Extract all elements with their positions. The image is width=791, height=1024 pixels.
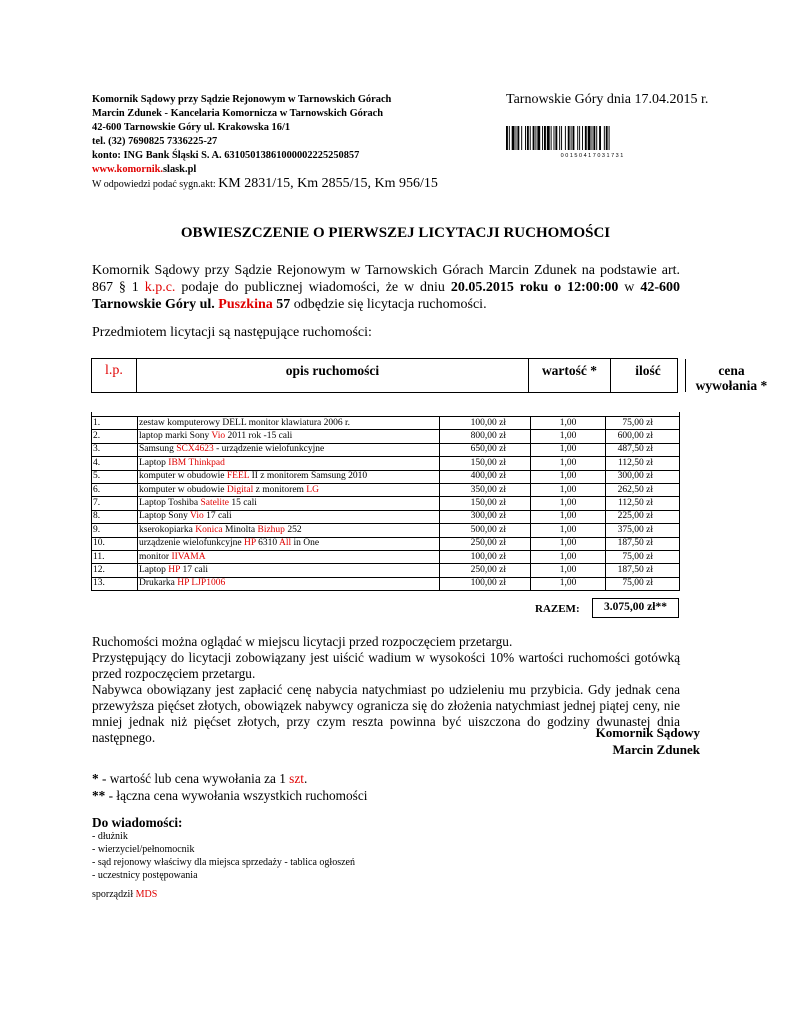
table-row	[92, 483, 680, 496]
table-row	[92, 524, 680, 537]
header-website-link[interactable]: www.komornik.slask.pl	[92, 164, 197, 175]
row-value: 150,00 zł	[440, 457, 531, 470]
row-quantity: 1,00	[531, 443, 606, 456]
barcode-bar	[542, 126, 543, 150]
terms-paragraph: Przystępujący do licytacji zobowiązany jest uiścić wadium w wysokości 10% wartości ruchomości gotówką przed rozpoczęciem przetargu.	[92, 650, 680, 681]
barcode-bar	[588, 126, 591, 150]
row-description: Laptop IBM Thinkpad	[138, 457, 440, 470]
barcode-bar	[535, 126, 536, 150]
total-label: RAZEM:	[535, 603, 580, 615]
barcode-bar	[544, 126, 546, 150]
row-quantity: 1,00	[531, 537, 606, 550]
row-value: 100,00 zł	[440, 577, 531, 590]
row-lp: 7.	[92, 497, 138, 510]
row-lp: 13.	[92, 577, 138, 590]
barcode-bar	[537, 126, 540, 150]
table-row	[92, 417, 680, 430]
col-description: opis ruchomości	[137, 359, 529, 392]
table-header	[91, 358, 768, 393]
table-row	[92, 470, 680, 483]
col-lp: l.p.	[92, 359, 137, 392]
row-quantity: 1,00	[531, 510, 606, 523]
terms-paragraph: Ruchomości można oglądać w miejscu licytacji przed rozpoczęciem przetargu.	[92, 634, 513, 649]
announcement-intro: Komornik Sądowy przy Sądzie Rejonowym w Tarnowskich Górach Marcin Zdunek na podstawie art. 867 § 1 k.p.c. podaje do publicznej wiadomości, że w dniu 20.05.2015 roku o 12:00:00 w 42-600 Tarnowskie Góry ul. Puszkina 57 odbędzie się licytacja ruchomości.	[92, 263, 680, 312]
row-description: komputer w obudowie FEEL II z monitorem Samsung 2010	[138, 470, 440, 483]
list-item: - sąd rejonowy właściwy dla miejsca sprzedaży - tablica ogłoszeń	[92, 857, 355, 868]
barcode-bar	[530, 126, 531, 150]
barcode-bar	[533, 126, 535, 150]
barcode-bar	[509, 126, 510, 150]
footnotes	[92, 770, 367, 804]
row-price: 225,00 zł	[606, 510, 680, 523]
list-item: - dłużnik	[92, 831, 128, 842]
header-office-line: Komornik Sądowy przy Sądzie Rejonowym w Tarnowskich Górach	[92, 94, 392, 105]
row-value: 250,00 zł	[440, 537, 531, 550]
recipients-list	[92, 830, 355, 882]
table-row	[92, 443, 680, 456]
barcode-bar	[555, 126, 557, 150]
barcode-bar	[517, 126, 519, 150]
row-quantity: 1,00	[531, 430, 606, 443]
row-price: 75,00 zł	[606, 550, 680, 563]
row-description: kserokopiarka Konica Minolta Bizhup 252	[138, 524, 440, 537]
barcode-bar	[585, 126, 587, 150]
row-value: 100,00 zł	[440, 550, 531, 563]
barcode-bar	[606, 126, 608, 150]
row-price: 187,50 zł	[606, 564, 680, 577]
row-description: zestaw komputerowy DELL monitor klawiatura 2006 r.	[138, 417, 440, 430]
barcode-bar	[559, 126, 560, 150]
items-table	[91, 412, 680, 591]
header-phone-line: tel. (32) 7690825 7336225-27	[92, 136, 218, 147]
row-value: 150,00 zł	[440, 497, 531, 510]
row-price: 75,00 zł	[606, 417, 680, 430]
barcode-bar	[527, 126, 529, 150]
header-account-line: konto: ING Bank Śląski S. A. 63105013861000002225250857	[92, 150, 360, 161]
row-description: Samsung SCX4623 - urządzenie wielofunkcyjne	[138, 443, 440, 456]
recipients-title: Do wiadomości:	[92, 815, 183, 830]
row-quantity: 1,00	[531, 524, 606, 537]
barcode-bar	[609, 126, 610, 150]
document-date: Tarnowskie Góry dnia 17.04.2015 r.	[506, 92, 709, 107]
table-row	[92, 564, 680, 577]
row-description: urządzenie wielofunkcyjne HP 6310 All in One	[138, 537, 440, 550]
table-row	[92, 510, 680, 523]
barcode	[506, 126, 678, 158]
row-lp: 12.	[92, 564, 138, 577]
row-lp: 8.	[92, 510, 138, 523]
row-quantity: 1,00	[531, 470, 606, 483]
row-lp: 1.	[92, 417, 138, 430]
barcode-bar	[592, 126, 593, 150]
row-price: 375,00 zł	[606, 524, 680, 537]
row-price: 112,50 zł	[606, 457, 680, 470]
page-title: OBWIESZCZENIE O PIERWSZEJ LICYTACJI RUCHOMOŚCI	[180, 225, 611, 241]
row-lp: 6.	[92, 483, 138, 496]
row-description: Laptop Sony Vio 17 cali	[138, 510, 440, 523]
row-quantity: 1,00	[531, 564, 606, 577]
row-lp: 3.	[92, 443, 138, 456]
row-lp: 2.	[92, 430, 138, 443]
barcode-bar	[512, 126, 515, 150]
barcode-bar	[573, 126, 575, 150]
table-row	[92, 497, 680, 510]
row-value: 350,00 zł	[440, 483, 531, 496]
barcode-bar	[577, 126, 578, 150]
row-quantity: 1,00	[531, 457, 606, 470]
footnote-1: * - wartość lub cena wywołania za 1 szt.	[92, 771, 308, 786]
table-row	[92, 577, 680, 590]
table-row	[92, 550, 680, 563]
row-lp: 10.	[92, 537, 138, 550]
row-value: 800,00 zł	[440, 430, 531, 443]
barcode-bar	[582, 126, 583, 150]
row-quantity: 1,00	[531, 483, 606, 496]
barcode-bar	[599, 126, 601, 150]
row-price: 262,50 zł	[606, 483, 680, 496]
col-quantity: ilość	[611, 359, 686, 392]
barcode-bar	[551, 126, 552, 150]
barcode-bar	[579, 126, 580, 150]
row-value: 400,00 zł	[440, 470, 531, 483]
barcode-bar	[596, 126, 597, 150]
barcode-digits: 0 0 1 5 0 4 1 7 0 3 1 7 3 1	[560, 153, 624, 158]
row-description: monitor IIVAMA	[138, 550, 440, 563]
row-lp: 9.	[92, 524, 138, 537]
row-description: Drukarka HP LJP1006	[138, 577, 440, 590]
table-row	[92, 537, 680, 550]
table-row	[92, 430, 680, 443]
row-quantity: 1,00	[531, 417, 606, 430]
row-lp: 11.	[92, 550, 138, 563]
barcode-bar	[547, 126, 550, 150]
row-quantity: 1,00	[531, 550, 606, 563]
barcode-bar	[568, 126, 570, 150]
col-value: wartość *	[529, 359, 611, 392]
barcode-bar	[571, 126, 572, 150]
row-description: laptop marki Sony Vio 2011 rok -15 cali	[138, 430, 440, 443]
barcode-bar	[561, 126, 562, 150]
row-quantity: 1,00	[531, 577, 606, 590]
barcode-bar	[516, 126, 517, 150]
header-name-line: Marcin Zdunek - Kancelaria Komornicza w Tarnowskich Górach	[92, 108, 384, 119]
row-lp: 5.	[92, 470, 138, 483]
row-value: 650,00 zł	[440, 443, 531, 456]
row-price: 487,50 zł	[606, 443, 680, 456]
prepared-by: sporządził MDS	[92, 889, 158, 900]
terms-paragraph: Nabywca obowiązany jest zapłacić cenę nabycia natychmiast po udzieleniu mu przybicia. Gdy jednak cena przewyższa pięćset złotych, obowiązek nabywcy ogranicza się do złożenia natychmiast jednej piątej ceny, nie mniej jednak niż pięćset złotych, przy czym reszta powinna być uiszczona do godziny dwunastej dnia następnego.	[92, 682, 680, 745]
barcode-bar	[565, 126, 566, 150]
row-description: Laptop HP 17 cali	[138, 564, 440, 577]
row-value: 100,00 zł	[440, 417, 531, 430]
row-description: komputer w obudowie Digital z monitorem LG	[138, 483, 440, 496]
sender-header	[92, 93, 438, 192]
row-price: 300,00 zł	[606, 470, 680, 483]
barcode-bar	[554, 126, 555, 150]
total-value: 3.075,00 zł**	[592, 598, 679, 618]
row-lp: 4.	[92, 457, 138, 470]
table-row	[92, 457, 680, 470]
row-price: 112,50 zł	[606, 497, 680, 510]
row-value: 300,00 zł	[440, 510, 531, 523]
list-item: - wierzyciel/pełnomocnik	[92, 844, 195, 855]
barcode-bar	[521, 126, 522, 150]
barcode-bar	[604, 126, 605, 150]
case-reference: W odpowiedzi podać sygn.akt: KM 2831/15, Km 2855/15, Km 956/15	[92, 176, 438, 191]
barcode-bar	[506, 126, 508, 150]
footnote-2: ** - łączna cena wywołania wszystkich ruchomości	[92, 788, 368, 803]
row-price: 600,00 zł	[606, 430, 680, 443]
list-item: - uczestnicy postępowania	[92, 870, 198, 881]
row-value: 500,00 zł	[440, 524, 531, 537]
row-price: 187,50 zł	[606, 537, 680, 550]
signature: Komornik Sądowy Marcin Zdunek	[595, 725, 700, 757]
subject-line: Przedmiotem licytacji są następujące ruchomości:	[92, 325, 372, 340]
barcode-bar	[593, 126, 595, 150]
barcode-bar	[525, 126, 526, 150]
row-price: 75,00 zł	[606, 577, 680, 590]
row-value: 250,00 zł	[440, 564, 531, 577]
header-address-line: 42-600 Tarnowskie Góry ul. Krakowska 16/1	[92, 122, 291, 133]
col-price: cena wywołania *	[695, 363, 768, 393]
row-description: Laptop Toshiba Satelite 15 cali	[138, 497, 440, 510]
row-quantity: 1,00	[531, 497, 606, 510]
